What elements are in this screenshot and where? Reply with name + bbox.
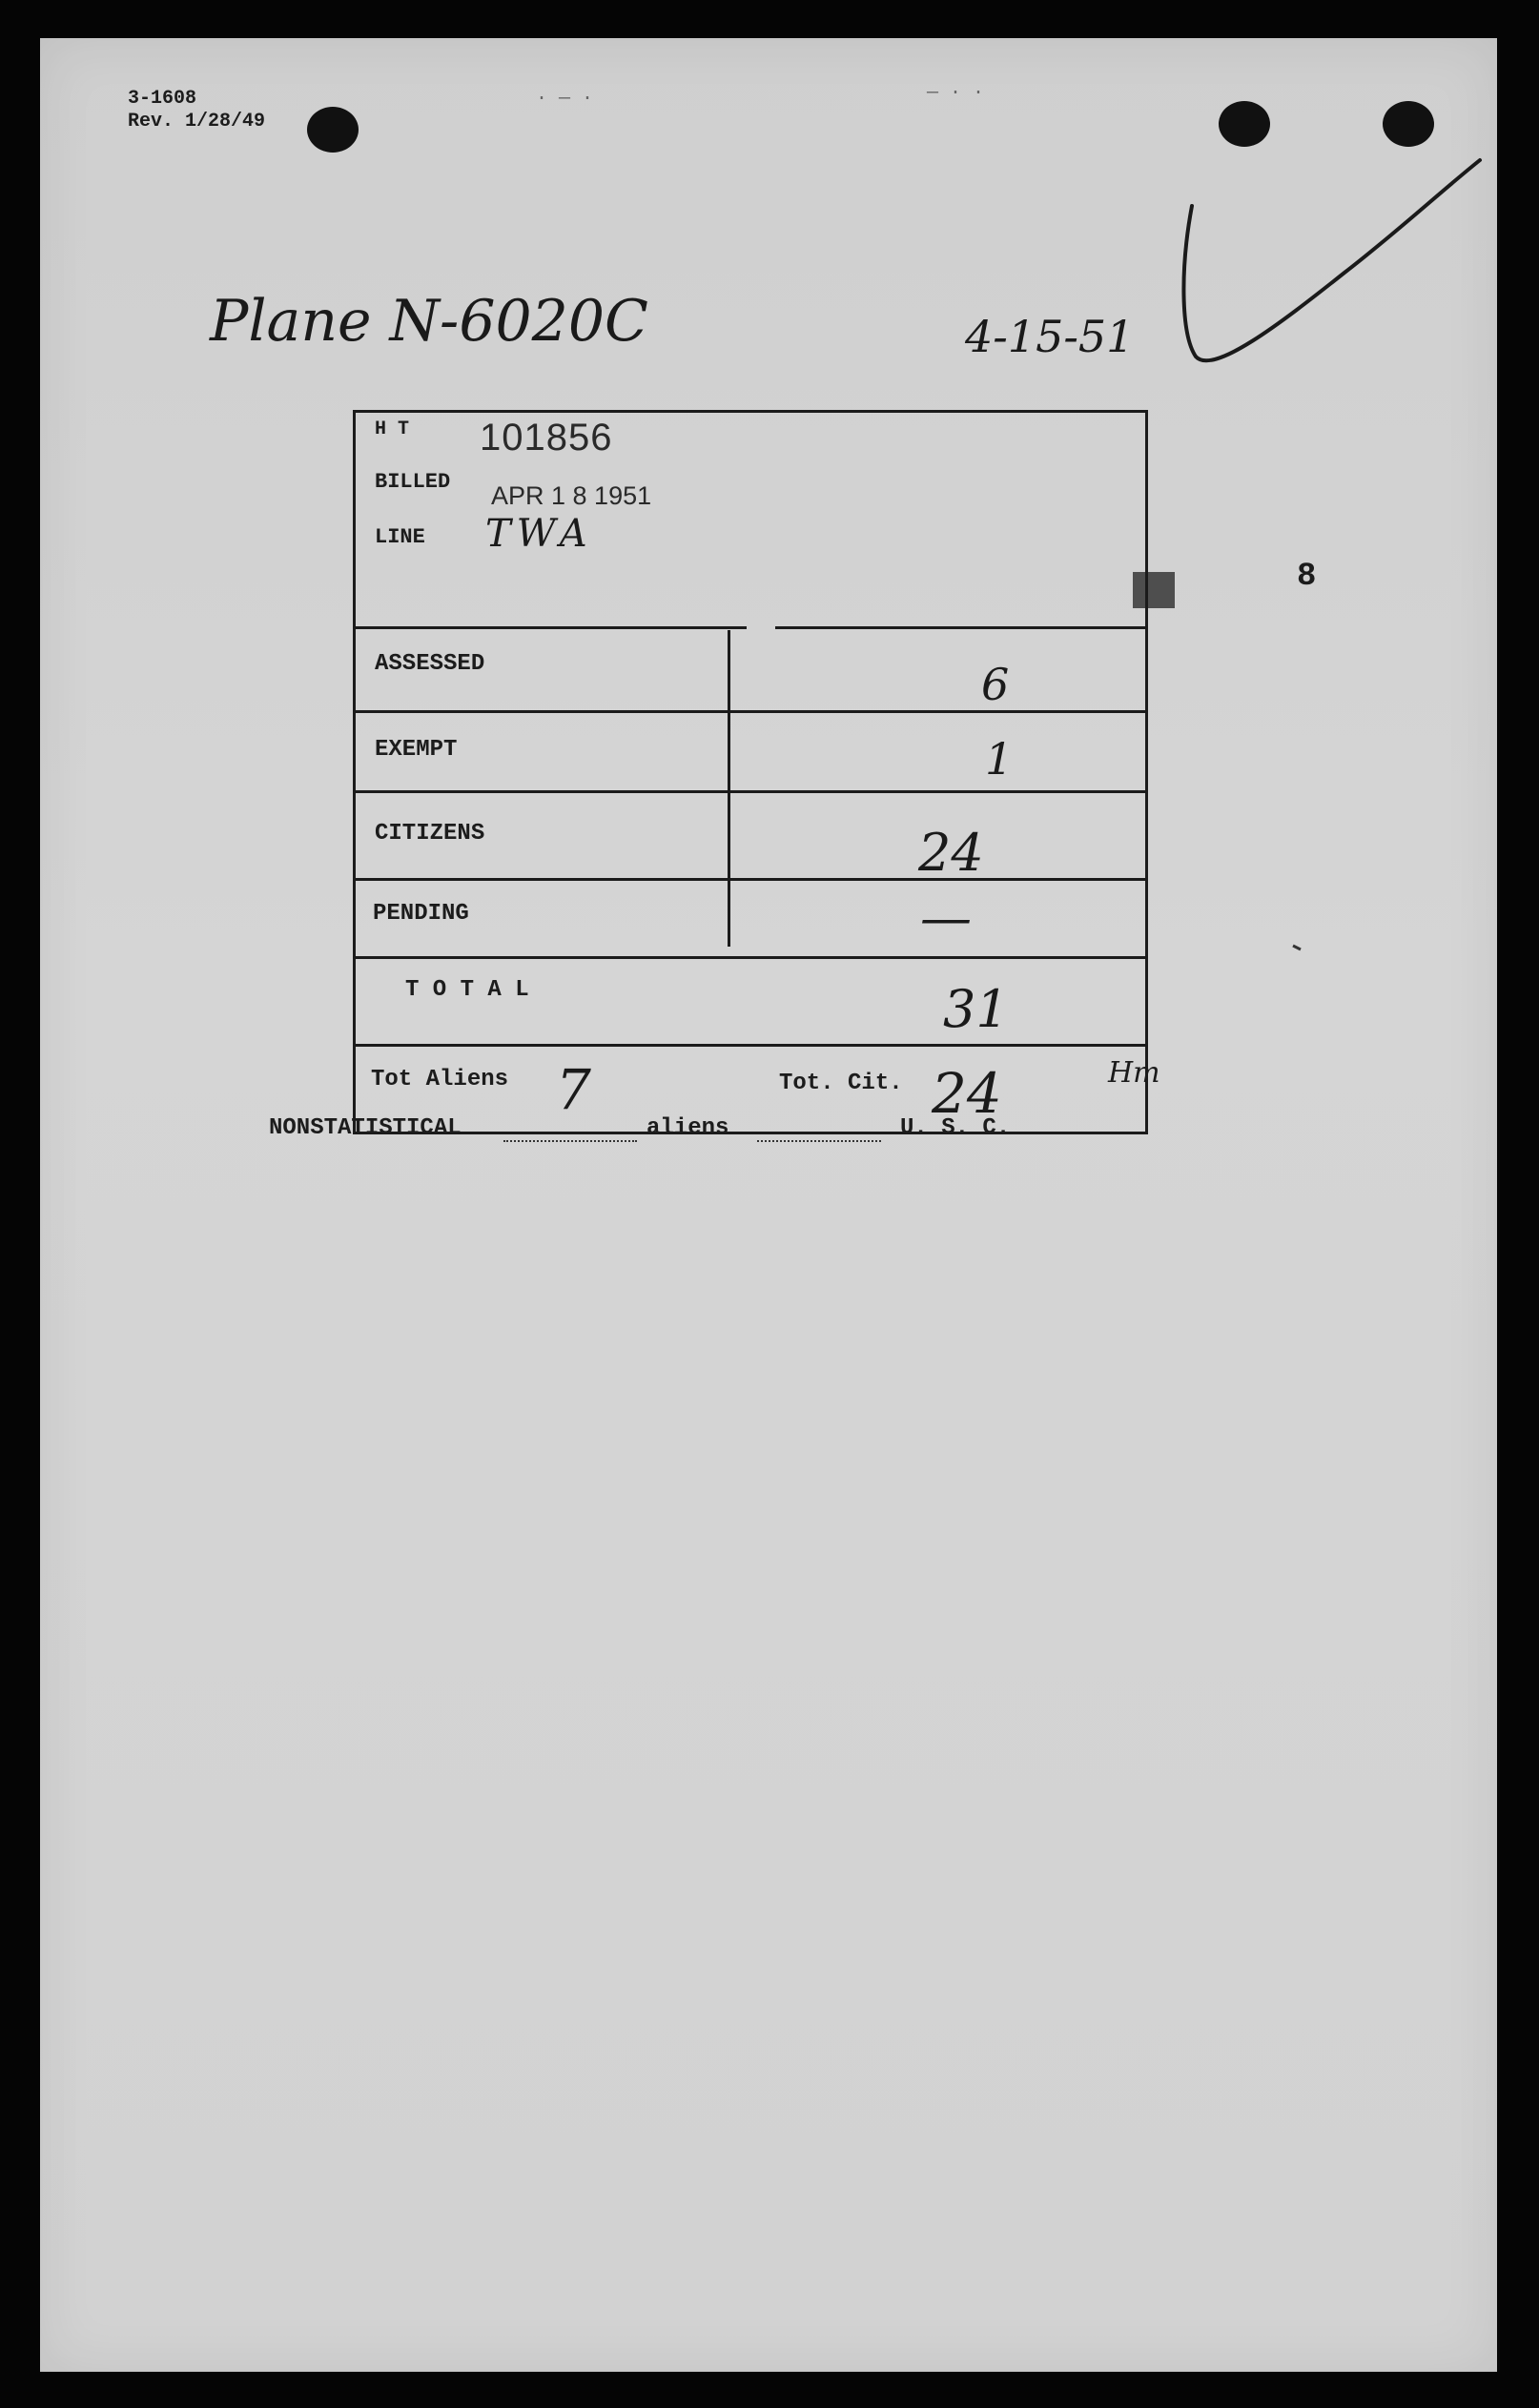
row-label-exempt: EXEMPT: [375, 737, 458, 763]
billed-date: APR 1 8 1951: [491, 481, 652, 510]
top-mark-2: — · ·: [927, 82, 985, 104]
tot-cit-value: 24: [932, 1061, 1002, 1126]
row-value-exempt: 1: [985, 733, 1014, 785]
header-date: 4-15-51: [965, 311, 1135, 362]
top-mark-1: · — ·: [536, 88, 594, 110]
form-revision: Rev. 1/28/49: [128, 111, 266, 133]
total-value: 31: [943, 979, 1009, 1039]
ht-number: 101856: [480, 417, 613, 459]
plane-heading: Plane N-6020C: [210, 288, 648, 355]
row-label-citizens: CITIZENS: [375, 821, 485, 847]
check-mark: [40, 38, 1497, 2372]
tot-aliens-value: 7: [556, 1057, 591, 1122]
row-value-assessed: 6: [981, 659, 1010, 710]
tot-aliens-label: Tot Aliens: [371, 1067, 509, 1092]
usc-label: U. S. C.: [900, 1115, 1011, 1141]
form-number: 3-1608: [128, 88, 197, 110]
row-value-citizens: 24: [918, 823, 984, 883]
billed-label: BILLED: [375, 470, 451, 494]
row-label-assessed: ASSESSED: [375, 651, 485, 677]
side-number: 8: [1297, 559, 1317, 595]
nonstatistical-label: NONSTATISTICAL: [269, 1115, 462, 1141]
initials: Hm: [1108, 1056, 1160, 1090]
aliens-label: aliens: [646, 1115, 729, 1141]
row-value-pending: —: [920, 888, 972, 948]
ht-label: H T: [375, 418, 410, 440]
tot-cit-label: Tot. Cit.: [779, 1071, 903, 1096]
total-label: T O T A L: [405, 977, 529, 1003]
document-page: [40, 38, 1497, 2372]
line-value: TWA: [485, 512, 593, 556]
row-label-pending: PENDING: [373, 901, 469, 927]
line-label: LINE: [375, 525, 425, 549]
